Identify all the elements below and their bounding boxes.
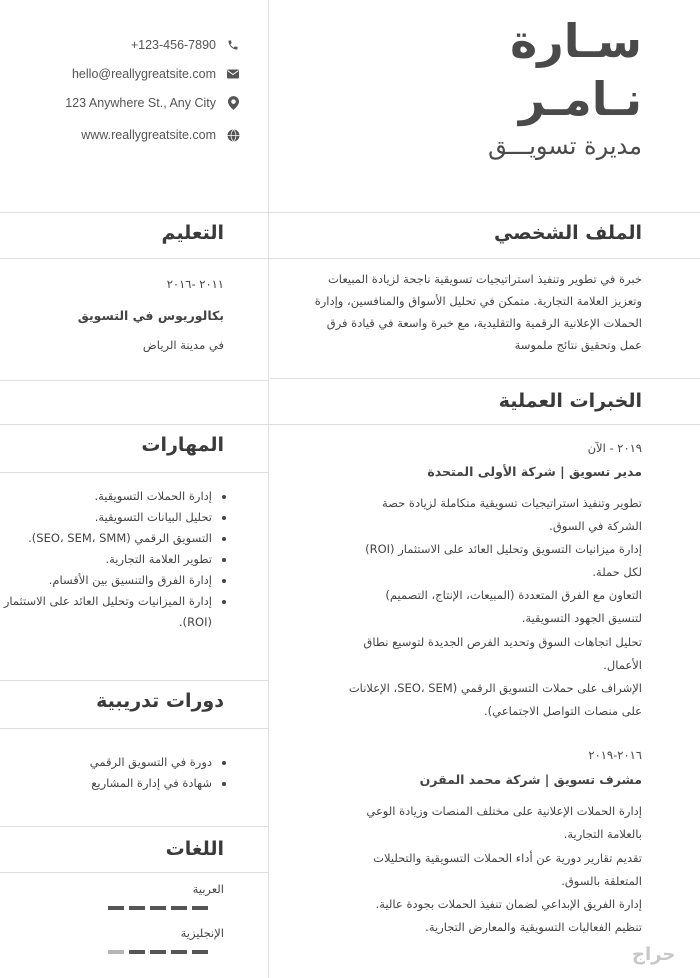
level-segment [129, 906, 145, 910]
education-period: ٢٠١١ -٢٠١٦ [166, 277, 224, 291]
job-1-line: لتنسيق الجهود التسويقية. [521, 611, 642, 626]
job-1-line: إدارة ميزانيات التسويق وتحليل العائد على الاستثمار (ROI) [365, 542, 642, 557]
website-text: www.reallygreatsite.com [81, 128, 216, 142]
contact-phone [40, 38, 240, 52]
job-2-title: مشرف تسويق | شركة محمد المقرن [419, 772, 642, 787]
level-segment [171, 906, 187, 910]
language-name: العربية [192, 882, 224, 896]
watermark-logo: حراج [632, 944, 676, 965]
level-segment [108, 950, 124, 954]
job-1-line: على منصات التواصل الاجتماعي). [483, 703, 642, 718]
level-segment [150, 906, 166, 910]
job-1-line: تحليل اتجاهات السوق وتحديد الفرص الجديدة لتوسيع نطاق [363, 634, 642, 649]
job-1-description [302, 492, 642, 723]
experience-heading: الخبرات العملية [498, 390, 642, 412]
job-1-line: لكل حملة. [592, 565, 642, 580]
job-1-line: تطوير وتنفيذ استراتيجيات تسويقية متكاملة لزيادة حصة [382, 496, 642, 510]
job-1-line: الشركة في السوق. [549, 519, 642, 534]
level-segment [129, 950, 145, 954]
job-2-line: إدارة الفريق الإبداعي لضمان تنفيذ الحملات بجودة عالية. [375, 897, 642, 912]
globe-icon [226, 128, 240, 142]
skills-heading: المهارات [141, 434, 224, 456]
level-segment [108, 906, 124, 910]
profile-heading: الملف الشخصي [493, 222, 642, 244]
location-icon [226, 96, 240, 110]
header-divider [0, 212, 700, 213]
job-2-line: بالعلامة التجارية. [563, 827, 642, 842]
level-segment [192, 906, 208, 910]
courses-divider [0, 728, 268, 729]
courses-heading: دورات تدريبية [96, 690, 224, 712]
job-1-line: الإشراف على حملات التسويق الرقمي (SEO، SEM، الإعلانات [348, 680, 642, 695]
job-1-line: الأعمال. [603, 657, 642, 672]
skills-list [0, 486, 230, 633]
skills-divider [0, 472, 268, 473]
skill-item: • تطوير العلامة التجارية. [0, 549, 212, 570]
profile-divider [270, 378, 700, 379]
address-text: 123 Anywhere St., Any City [65, 96, 216, 110]
job-2-line: المتعلقة بالسوق. [561, 873, 642, 888]
email-icon [226, 67, 240, 81]
job-2-line: تنظيم الفعاليات التسويقية والمعارض التجارية. [425, 920, 642, 935]
section-divider [0, 258, 700, 259]
phone-text: +123-456-7890 [130, 38, 216, 52]
skills-end-divider [0, 680, 268, 681]
level-segment [150, 950, 166, 954]
contact-email [40, 67, 240, 81]
level-segment [171, 950, 187, 954]
level-segment [192, 950, 208, 954]
column-divider [268, 0, 269, 978]
skill-item: • إدارة الحملات التسويقية. [0, 486, 212, 507]
first-name: سـارة [510, 14, 642, 68]
skill-item: • إدارة الميزانيات وتحليل العائد على الاستثمار (ROI). [0, 591, 212, 633]
course-item: • دورة في التسويق الرقمي [0, 752, 212, 773]
contact-website [40, 128, 240, 142]
language-level-bar [108, 906, 208, 910]
skill-item: • تحليل البيانات التسويقية. [0, 507, 212, 528]
contact-address [40, 96, 240, 110]
education-place: في مدينة الرياض [142, 338, 224, 352]
email-text: hello@reallygreatsite.com [71, 67, 216, 81]
last-name: نـامـر [518, 72, 642, 126]
job-2-description [302, 800, 642, 940]
skill-item: • التسويق الرقمي (SEO، SEM، SMM). [0, 528, 212, 549]
profile-text: خبرة في تطوير وتنفيذ استراتيجيات تسويقية ناجحة لزيادة المبيعات وتعزيز العلامة التجارية. متمكن في تحليل الأسواق والمنافسين، وإدارة الحملات الإعلانية الرقمية والتقليدية، مع خبرة واسعة في قيادة فرق عمل وتحقيق نتائج ملموسة [314, 272, 642, 352]
languages-divider [0, 872, 268, 873]
courses-list [0, 752, 230, 794]
skill-item: • إدارة الفرق والتنسيق بين الأقسام. [0, 570, 212, 591]
languages-heading: اللغات [165, 838, 224, 860]
job-2-line: إدارة الحملات الإعلانية على مختلف المنصات وزيادة الوعي [366, 804, 642, 818]
job-1-line: التعاون مع الفرق المتعددة (المبيعات، الإنتاج، التصميم) [385, 588, 642, 603]
education-divider [0, 380, 268, 381]
job-1-period: ٢٠١٩ - الآن [587, 441, 642, 455]
experience-divider [0, 424, 700, 425]
course-item: • شهادة في إدارة المشاريع [0, 773, 212, 794]
job-1-title: مدير تسويق | شركة الأولى المتحدة [427, 464, 642, 479]
job-title: مديرة تسويـــق [488, 132, 642, 160]
education-degree: بكالوريوس في التسويق [77, 308, 224, 323]
education-heading: التعليم [161, 222, 224, 244]
phone-icon [226, 38, 240, 52]
job-2-line: تقديم تقارير دورية عن أداء الحملات التسويقية والتحليلات [373, 850, 642, 865]
job-2-period: ٢٠١٦-٢٠١٩ [588, 748, 642, 762]
language-name: الإنجليزية [180, 926, 224, 940]
courses-end-divider [0, 826, 268, 827]
language-level-bar [108, 950, 208, 954]
